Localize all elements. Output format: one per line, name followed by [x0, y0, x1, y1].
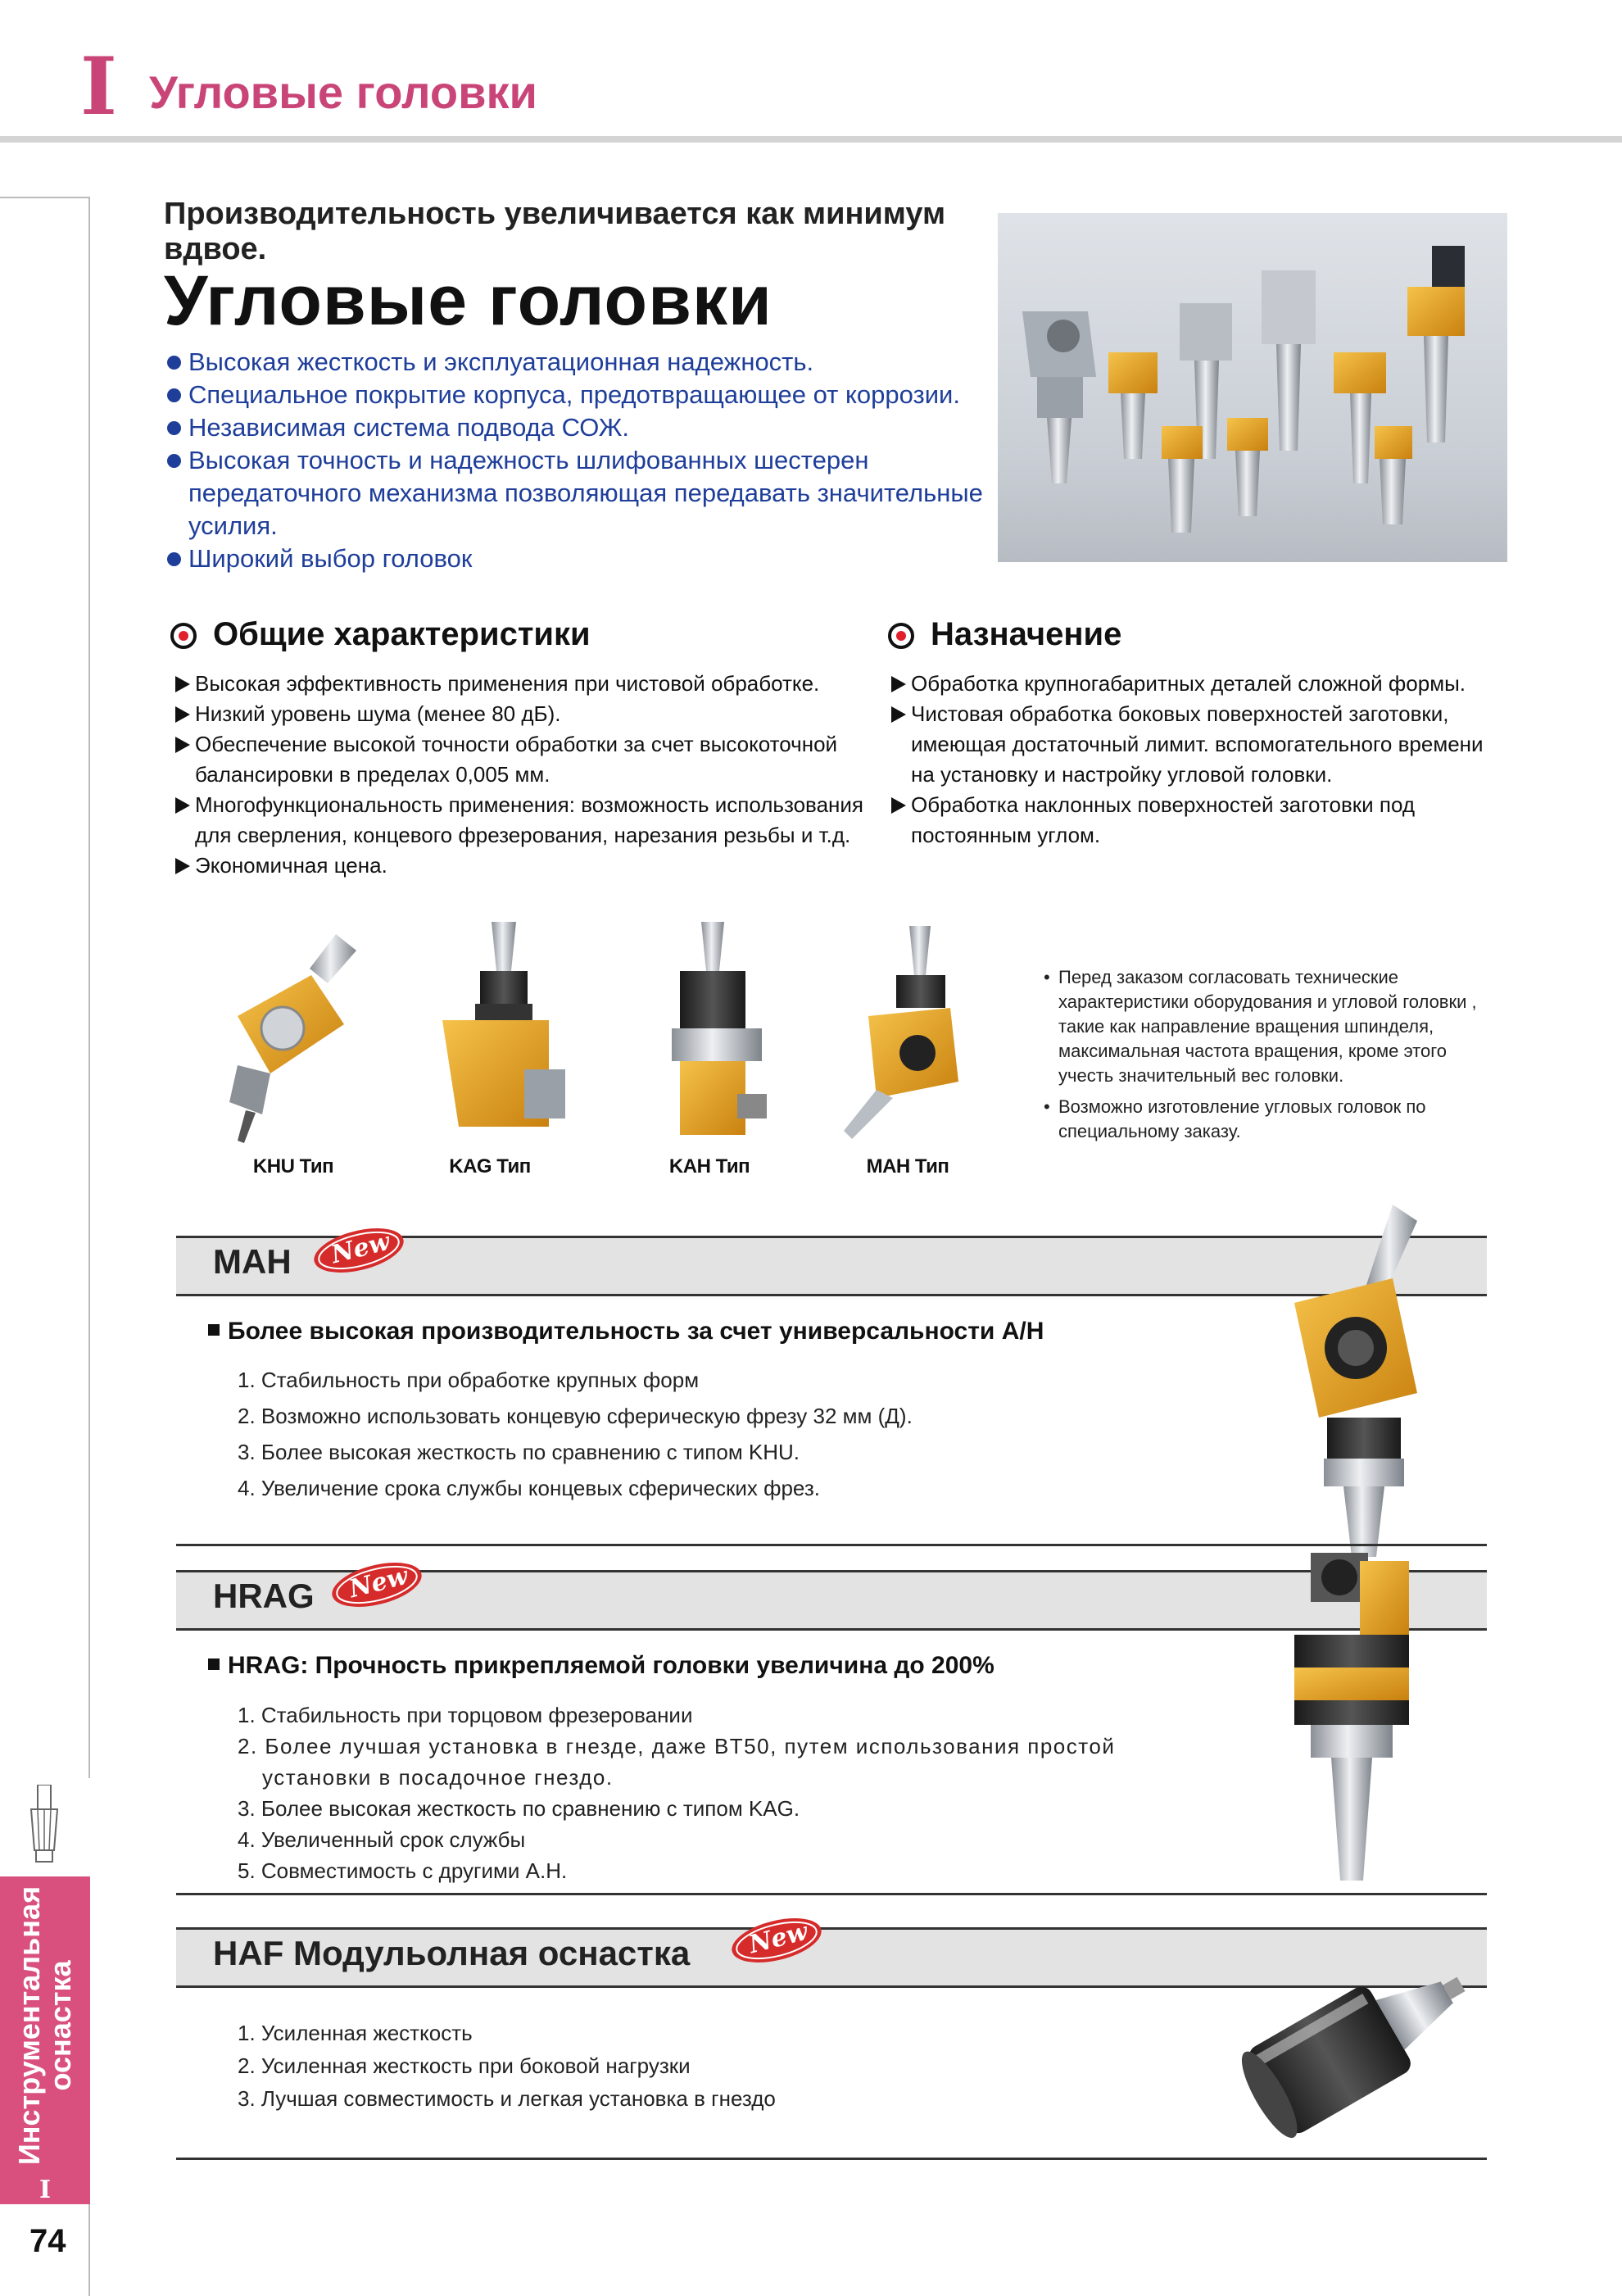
- page-header-title: Угловые головки: [149, 66, 537, 118]
- hrag-list: [238, 1699, 1171, 1886]
- purpose-item: Обработка наклонных поверхностей заготовки под постоянным углом.: [890, 790, 1512, 851]
- hrag-item: 4. Увеличенный срок службы: [238, 1827, 526, 1852]
- side-band-line: [88, 197, 90, 1778]
- collet-icon: [26, 1785, 62, 1867]
- new-badge-text: New: [346, 1561, 411, 1604]
- intro-bullet: Специальное покрытие корпуса, предотвращающее от коррозии.: [164, 379, 999, 411]
- general-item: Обеспечение высокой точности обработки за счет высокоточной балансировки в пределах 0,005 мм.: [174, 729, 878, 790]
- purpose-item: Обработка крупногабаритных деталей сложной формы.: [890, 669, 1512, 699]
- mah-list: [238, 1364, 1221, 1504]
- section-divider: [176, 1893, 1487, 1895]
- intro-bullet: Широкий выбор головок: [164, 542, 999, 575]
- haf-list: [238, 2017, 1139, 2114]
- hrag-item: 3. Более высокая жесткость по сравнению с типом KAG.: [238, 1796, 800, 1821]
- mah-subhead: Более высокая производительность за счет универсальности A/H: [208, 1318, 1044, 1345]
- section-bullet-icon: [170, 623, 197, 649]
- section-divider: [176, 1544, 1487, 1546]
- mah-item: 4. Увеличение срока службы концевых сферических фрез.: [238, 1476, 820, 1500]
- haf-title: HAF Модульолная оснастка: [213, 1934, 691, 1972]
- intro-bullet-list: [164, 346, 999, 575]
- mah-title: MAH: [213, 1242, 292, 1281]
- kah-type-label: KAH Тип: [668, 1155, 750, 1177]
- general-item: Высокая эффективность применения при чистовой обработке.: [174, 669, 878, 699]
- angle-heads-photo: [998, 213, 1507, 562]
- mah-item: 2. Возможно использовать концевую сферическую фрезу 32 мм (Д).: [238, 1404, 913, 1428]
- hrag-item: 1. Стабильность при торцовом фрезеровании: [238, 1703, 693, 1727]
- intro-subtitle: Производительность увеличивается как минимум вдвое.: [164, 197, 946, 267]
- khu-tool-image: [205, 926, 360, 1147]
- kag-type-label: KAG Тип: [449, 1155, 531, 1177]
- intro-bullet: Высокая точность и надежность шлифованных шестерен передаточного механизма позволяющая передавать значительные усилия.: [164, 444, 999, 542]
- hrag-item: 2. Более лучшая установка в гнезде, даже BT50, путем использования простой установки в посадочное гнездо.: [238, 1734, 1116, 1790]
- kah-tool-image: [631, 922, 786, 1143]
- purpose-item: Чистовая обработка боковых поверхностей заготовки, имеющая достаточный лимит. вспомогательного времени на установку и настройку угловой головки.: [890, 699, 1512, 790]
- kag-tool-image: [426, 922, 582, 1143]
- mah-item: 3. Более высокая жесткость по сравнению с типом KHU.: [238, 1440, 800, 1464]
- section-divider: [176, 2158, 1487, 2160]
- side-band-top-line: [0, 197, 90, 198]
- general-item: Низкий уровень шума (менее 80 дБ).: [174, 699, 878, 729]
- section-letter: I: [39, 2176, 52, 2204]
- haf-product-image: [1221, 1942, 1491, 2180]
- mah-tool-image: [827, 926, 983, 1147]
- side-band-line-bottom: [88, 2204, 90, 2296]
- order-note: • Возможно изготовление угловых головок по специальному заказу.: [1042, 1095, 1484, 1144]
- mah-type-label: MAH Тип: [866, 1155, 949, 1177]
- general-section-title: Общие характеристики: [213, 616, 591, 652]
- purpose-section-title: Назначение: [931, 616, 1122, 652]
- chapter-letter: I: [80, 40, 117, 133]
- purpose-list: [890, 669, 1512, 851]
- new-badge-text: New: [328, 1227, 393, 1270]
- order-notes: [1042, 965, 1484, 1150]
- mah-item: 1. Стабильность при обработке крупных форм: [238, 1368, 700, 1392]
- khu-type-label: KHU Тип: [252, 1155, 334, 1177]
- hrag-title: HRAG: [213, 1577, 315, 1615]
- haf-item: 2. Усиленная жесткость при боковой нагрузки: [238, 2053, 691, 2078]
- mah-product-image: [1262, 1205, 1458, 1565]
- order-note: • Перед заказом согласовать технические характеристики оборудования и угловой головки , такие как направление вращения шпинделя, максимальная частота вращения, кроме этого учесть значительный вес головки.: [1042, 965, 1484, 1088]
- section-bullet-icon: [888, 623, 914, 649]
- haf-item: 1. Усиленная жесткость: [238, 2021, 473, 2045]
- general-item: Экономичная цена.: [174, 851, 878, 881]
- intro-bullet: Высокая жесткость и эксплуатационная надежность.: [164, 346, 999, 379]
- new-badge-text: New: [745, 1917, 811, 1960]
- hrag-product-image: [1262, 1553, 1442, 1889]
- header-divider: [0, 136, 1622, 143]
- haf-item: 3. Лучшая совместимость и легкая установка в гнездо: [238, 2086, 776, 2111]
- section-tab-label: Инструментальная оснастка: [12, 1885, 77, 2166]
- hrag-subhead: HRAG: Прочность прикрепляемой головки увеличина до 200%: [208, 1652, 994, 1680]
- general-item: Многофункциональность применения: возможность использования для сверления, концевого фрезерования, нарезания резьбы и т.д.: [174, 790, 878, 851]
- hrag-item: 5. Совместимость с другими А.Н.: [238, 1858, 568, 1883]
- intro-title: Угловые головки: [164, 261, 772, 340]
- intro-bullet: Независимая система подвода СОЖ.: [164, 411, 999, 444]
- page-number: 74: [29, 2223, 66, 2259]
- general-list: [174, 669, 878, 881]
